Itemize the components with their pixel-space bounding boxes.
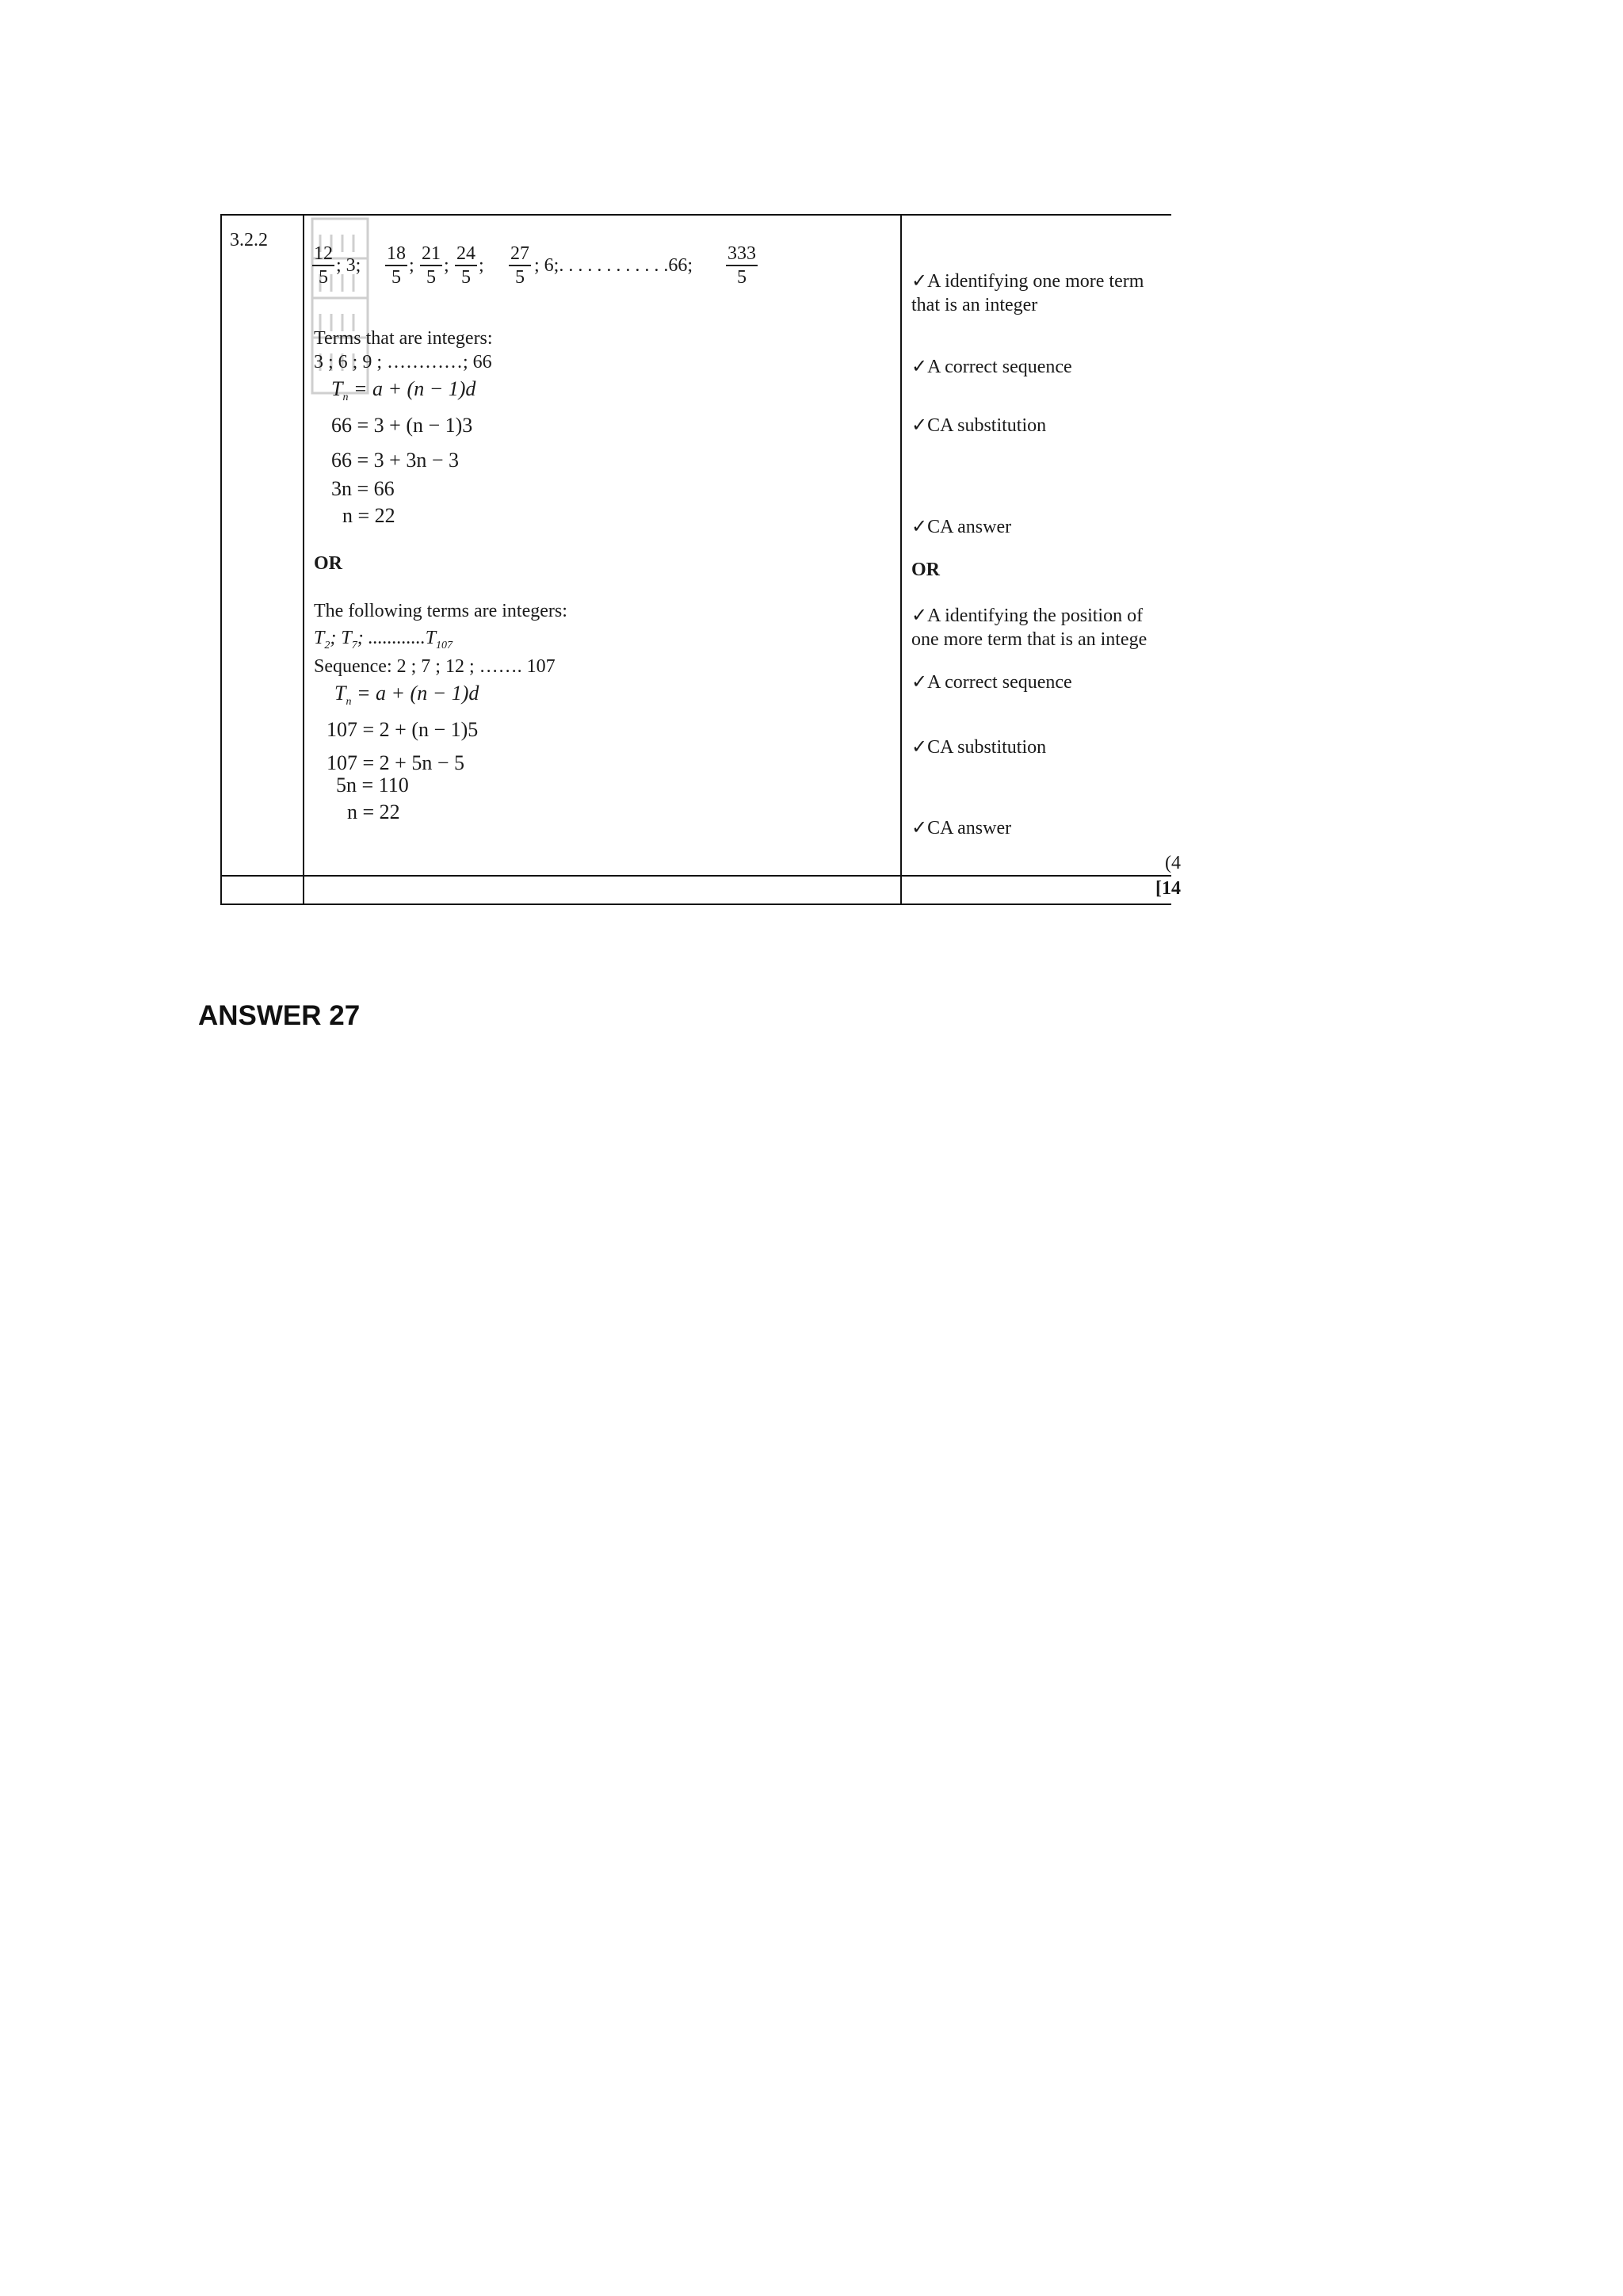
mark-answer-2: ✓CA answer — [911, 818, 1012, 839]
fraction-18-5: 18 5 — [387, 243, 406, 288]
total-marks: [14 — [1155, 878, 1181, 899]
method2-sequence: Sequence: 2 ; 7 ; 12 ; ……. 107 — [314, 656, 556, 677]
method1-simplify: 66 = 3 + 3n − 3 — [331, 449, 459, 472]
method2-substitution: 107 = 2 + (n − 1)5 — [327, 718, 479, 741]
mark-substitution-2: ✓CA substitution — [911, 737, 1047, 758]
memo-table-image — [219, 212, 1181, 910]
sequence-sep-3: ; 3; — [336, 255, 361, 276]
table-row-divider — [220, 875, 1171, 877]
or-label: OR — [314, 553, 342, 574]
table-col-divider-2 — [900, 214, 902, 905]
mark-identify-position: ✓A identifying the position of — [911, 606, 1144, 626]
method1-answer: n = 22 — [342, 504, 395, 527]
method2-step: 5n = 110 — [336, 774, 409, 797]
sequence-sep: ; — [479, 255, 484, 276]
method2-label: The following terms are integers: — [314, 601, 567, 621]
mark-substitution: ✓CA substitution — [911, 415, 1047, 436]
sequence-sep: ; — [409, 255, 414, 276]
table-bottom-border — [220, 904, 1171, 905]
sequence-tail: ; 6;. . . . . . . . . . . .66; — [534, 255, 693, 276]
fraction-21-5: 21 5 — [422, 243, 441, 288]
method2-answer: n = 22 — [347, 800, 400, 823]
fraction-12-5: 12 5 — [314, 243, 333, 288]
mark-identify-term-cont: that is an integer — [911, 295, 1038, 315]
mark-correct-sequence: ✓A correct sequence — [911, 357, 1072, 377]
method1-step: 3n = 66 — [331, 477, 395, 500]
method1-substitution: 66 = 3 + (n − 1)3 — [331, 414, 473, 437]
method2-formula: $T_n = a + (n - 1)d$ — [334, 682, 479, 709]
sequence-sep: ; — [444, 255, 449, 276]
mark-identify-position-cont: one more term that is an intege — [911, 629, 1148, 650]
question-number: 3.2.2 — [230, 230, 268, 250]
mark-correct-sequence-2: ✓A correct sequence — [911, 672, 1072, 693]
general-term-formula: $T_n = a + (n - 1)d$ — [331, 377, 476, 404]
mark-answer: ✓CA answer — [911, 517, 1012, 537]
integer-terms: 3 ; 6 ; 9 ; …………; 66 — [314, 352, 492, 372]
subtotal-marks: (4 — [1165, 853, 1181, 873]
fraction-24-5: 24 5 — [456, 243, 475, 288]
fraction-333-5: 333 5 — [727, 243, 756, 288]
answer-heading: ANSWER 27 — [198, 1000, 361, 1031]
mark-identify-term: ✓A identifying one more term — [911, 271, 1144, 292]
method2-terms: $T_2$; $T_7$; $............T_{107}$ — [314, 628, 453, 651]
mark-or-label: OR — [911, 560, 940, 580]
integer-terms-label: Terms that are integers: — [314, 328, 493, 349]
table-left-border — [220, 214, 222, 905]
method2-simplify: 107 = 2 + 5n − 5 — [327, 751, 464, 774]
fraction-27-5: 27 5 — [510, 243, 529, 288]
